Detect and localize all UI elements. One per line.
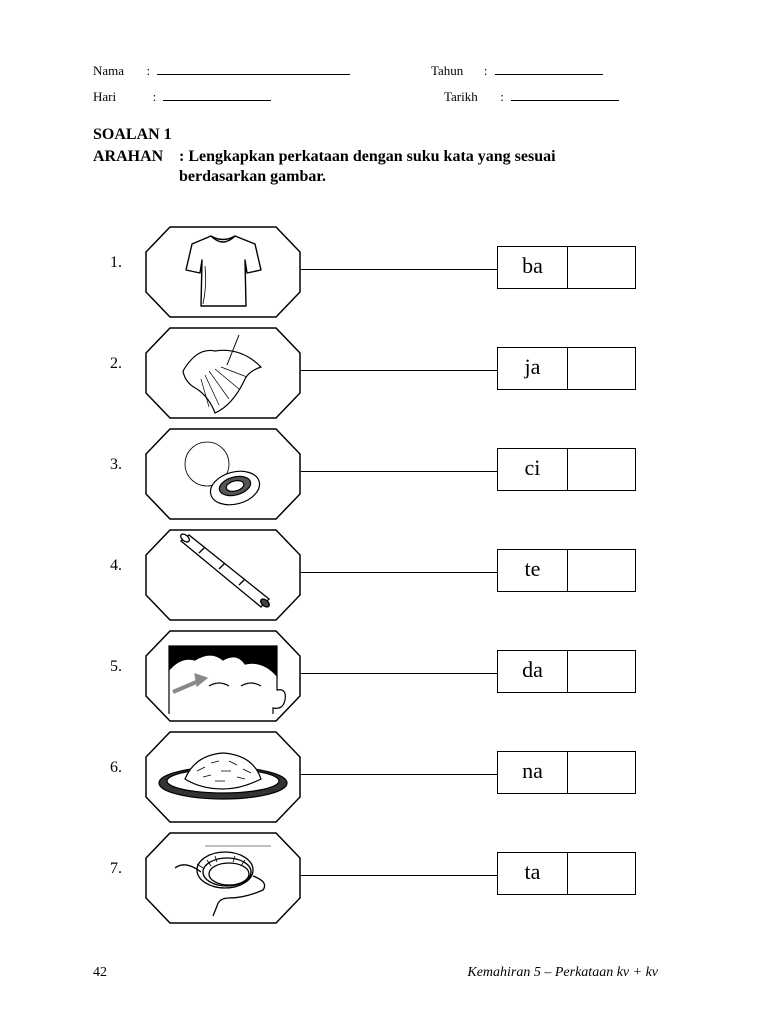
tahun-blank[interactable] (495, 62, 603, 75)
item-row (0, 630, 768, 722)
tarikh-blank[interactable] (511, 88, 619, 101)
matching-line (301, 471, 497, 472)
given-syllable: ba (498, 247, 568, 288)
item-number: 7. (110, 860, 122, 877)
footer-title: Kemahiran 5 – Perkataan kv + kv (467, 965, 658, 980)
matching-line (301, 875, 497, 876)
answer-box (497, 347, 636, 390)
item-row (0, 327, 768, 419)
tarikh-label: Tarikh (444, 89, 478, 104)
hari-field (93, 88, 271, 105)
given-syllable: ci (498, 449, 568, 490)
matching-line (301, 774, 497, 775)
page-number: 42 (93, 965, 107, 980)
nama-colon: : (146, 63, 151, 78)
question-title: SOALAN 1 (93, 126, 172, 143)
item-number: 4. (110, 557, 122, 574)
answer-box (497, 852, 636, 895)
item-number: 5. (110, 658, 122, 675)
instruction-label: ARAHAN (93, 148, 164, 165)
picture-frame (145, 731, 301, 823)
tahun-field (431, 62, 603, 79)
item-number: 3. (110, 456, 122, 473)
given-syllable: na (498, 752, 568, 793)
matching-line (301, 269, 497, 270)
tahun-label: Tahun (431, 63, 464, 78)
picture-frame (145, 327, 301, 419)
item-number: 6. (110, 759, 122, 776)
answer-box (497, 751, 636, 794)
tarikh-field (444, 88, 619, 105)
given-syllable: te (498, 550, 568, 591)
answer-blank[interactable] (568, 651, 635, 692)
picture-frame (145, 226, 301, 318)
matching-line (301, 370, 497, 371)
nama-label: Nama (93, 63, 125, 78)
picture-frame (145, 832, 301, 924)
instruction-line-1: : Lengkapkan perkataan dengan suku kata yang sesuai (179, 148, 556, 165)
given-syllable: ja (498, 348, 568, 389)
item-row (0, 428, 768, 520)
tahun-colon: : (483, 63, 488, 78)
matching-line (301, 572, 497, 573)
item-number: 2. (110, 355, 122, 372)
answer-blank[interactable] (568, 752, 635, 793)
answer-blank[interactable] (568, 853, 635, 894)
answer-blank[interactable] (568, 449, 635, 490)
picture-frame (145, 428, 301, 520)
picture-frame (145, 630, 301, 722)
nama-field (93, 62, 350, 79)
answer-blank[interactable] (568, 348, 635, 389)
answer-box (497, 448, 636, 491)
tarikh-colon: : (500, 89, 504, 104)
item-row (0, 731, 768, 823)
item-row (0, 226, 768, 318)
given-syllable: da (498, 651, 568, 692)
nama-blank[interactable] (157, 62, 350, 75)
answer-box (497, 246, 636, 289)
hari-colon: : (152, 89, 157, 104)
answer-blank[interactable] (568, 550, 635, 591)
hari-label: Hari (93, 89, 117, 104)
answer-blank[interactable] (568, 247, 635, 288)
item-row (0, 529, 768, 621)
hari-blank[interactable] (163, 88, 271, 101)
item-number: 1. (110, 254, 122, 271)
given-syllable: ta (498, 853, 568, 894)
item-row (0, 832, 768, 924)
instruction (93, 147, 556, 187)
matching-line (301, 673, 497, 674)
answer-box (497, 650, 636, 693)
instruction-line-2: berdasarkan gambar. (179, 168, 326, 185)
answer-box (497, 549, 636, 592)
picture-frame (145, 529, 301, 621)
